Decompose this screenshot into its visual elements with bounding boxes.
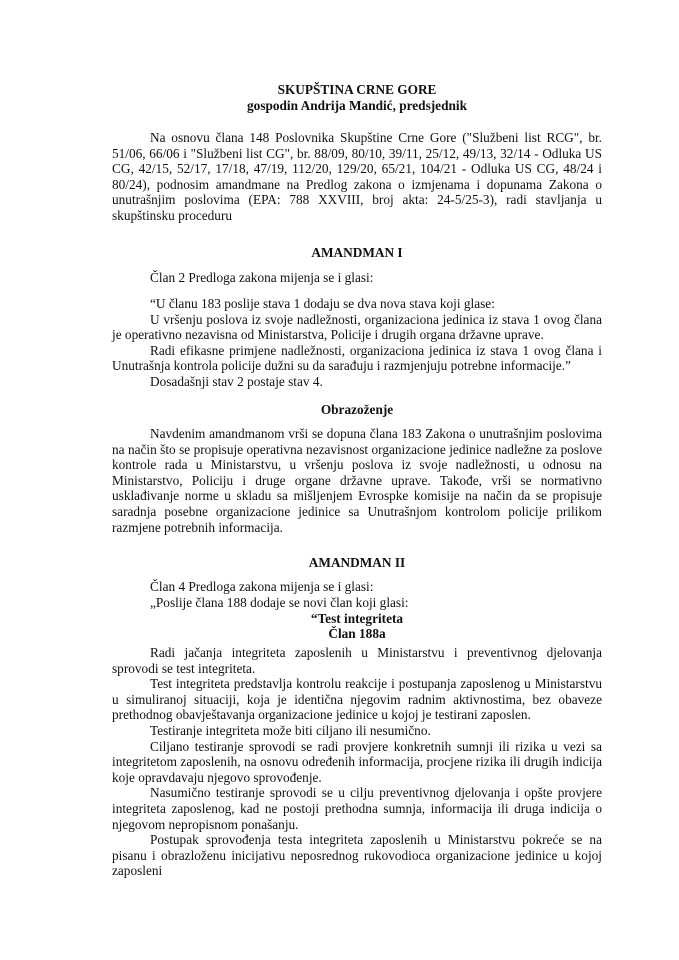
amendment-1-p1: Član 2 Predloga zakona mijenja se i glasi: [150, 270, 374, 285]
amendment-1-p2: “U članu 183 poslije stava 1 dodaju se dva nova stava koji glase: [150, 296, 495, 311]
amendment-2-title: AMANDMAN II [308, 555, 406, 570]
justification-body [112, 426, 602, 535]
article-heading-number: Član 188a [328, 626, 386, 641]
amendment-1-p3: U vršenju poslova iz svoje nadležnosti, organizaciona jedinica iz stava 1 ovog člana je operativno nezavisna od Ministarstva, Policije i drugih organa državne uprave. [112, 311, 602, 343]
amendment-1-p5: Dosadašnji stav 2 postaje stav 4. [150, 373, 323, 389]
amendment-1-body [112, 270, 602, 286]
article-paragraph: Nasumično testiranje sprovodi se u cilju preventivnog djelovanja i opšte provjere integriteta zaposlenog, kad ne postoji prethodna sumnja, informacija ili druga indicija o njegovom nepropisnom ponašanju. [112, 785, 602, 832]
justification-title: Obrazoženje [320, 402, 394, 417]
article-body [112, 645, 602, 879]
article-paragraph: Test integriteta predstavlja kontrolu reakcije i postupanja zaposlenog u Ministarstvu u simuliranoj situaciji, koja je identična njegovim radnim aktivnostima, bez obaveze prethodnog obavještavanja organizacione jedinice u kojoj je testirani zaposlen. [112, 676, 602, 723]
amendment-2-p2: „Poslije člana 188 dodaje se novi član koji glasi: [150, 594, 409, 610]
article-paragraph: Testiranje integriteta može biti ciljano ili nesumično. [150, 722, 431, 738]
amendment-1-p4: Radi efikasne primjene nadležnosti, organizaciona jedinica iz stava 1 ovog člana i Unutrašnja kontrola policije dužni su da sarađuju i razmjenjuju potrebne informacije.” [112, 342, 602, 374]
intro-text: Na osnovu člana 148 Poslovnika Skupštine Crne Gore ("Službeni list RCG", br. 51/06, 66/06 i "Službeni list CG", br. 88/09, 80/10, 39/11, 25/12, 49/13, 32/14 - Odluka US CG, 42/15, 52/17, 17/18, 47/19, 112/20, 129/20, 65/21, 104/21 - Odluka US CG, 48/24 i 80/24), podnosim amandmane na Predlog zakona o izmjenama i dopunama Zakona o unutrašnjim poslovima (EPA: 788 XXVIII, broj akta: 24-5/25-3), radi stavljanja u skupštinsku proceduru [112, 130, 602, 223]
amendment-1-title: AMANDMAN I [311, 245, 403, 260]
amendment-1-body-2 [112, 296, 602, 390]
article-paragraph: Radi jačanja integriteta zaposlenih u Ministarstvu i preventivnog djelovanja sprovodi se test integriteta. [112, 645, 602, 676]
recipient-title: SKUPŠTINA CRNE GORE [277, 82, 437, 97]
article-heading-title: “Test integriteta [310, 611, 404, 626]
justification-text: Navdenim amandmanom vrši se dopuna člana 183 Zakona o unutrašnjim poslovima na način što se propisuje operativna nezavisnost organizacione jedinice nadležne za poslove kontrole rada u Ministarstvu, u vršenju poslova iz svoje nadležnosti, u odnosu na Ministarstvo, Policiju i druge organe državne uprave. Takođe, vrši se normativno usklađivanje norme u skladu sa mišljenjem Evrospke komisije na način da se propisuje saradnja posebne organizacione jedinice sa Unutrašnjom kontrolom policije prilikom razmjene potrebnih informacija. [112, 426, 602, 535]
intro-paragraph [112, 130, 602, 224]
article-paragraph: Postupak sprovođenja testa integriteta zaposlenih u Ministarstvu pokreće se na pisanu i obrazloženu inicijativu neposrednog rukovodioca organizacione jedinice u kojoj zaposleni [112, 832, 602, 879]
article-paragraph: Ciljano testiranje sprovodi se radi provjere konkretnih sumnji ili rizika u vezi sa integritetom zaposlenih, na osnovu određenih informacija, procjene rizika ili drugih indicija koje opravdavaju njegovo sprovođenje. [112, 738, 602, 785]
amendment-2-p1: Član 4 Predloga zakona mijenja se i glasi: [150, 579, 374, 594]
amendment-2-body [112, 579, 602, 610]
recipient-name: gospodin Andrija Mandić, predsjednik [247, 98, 467, 113]
